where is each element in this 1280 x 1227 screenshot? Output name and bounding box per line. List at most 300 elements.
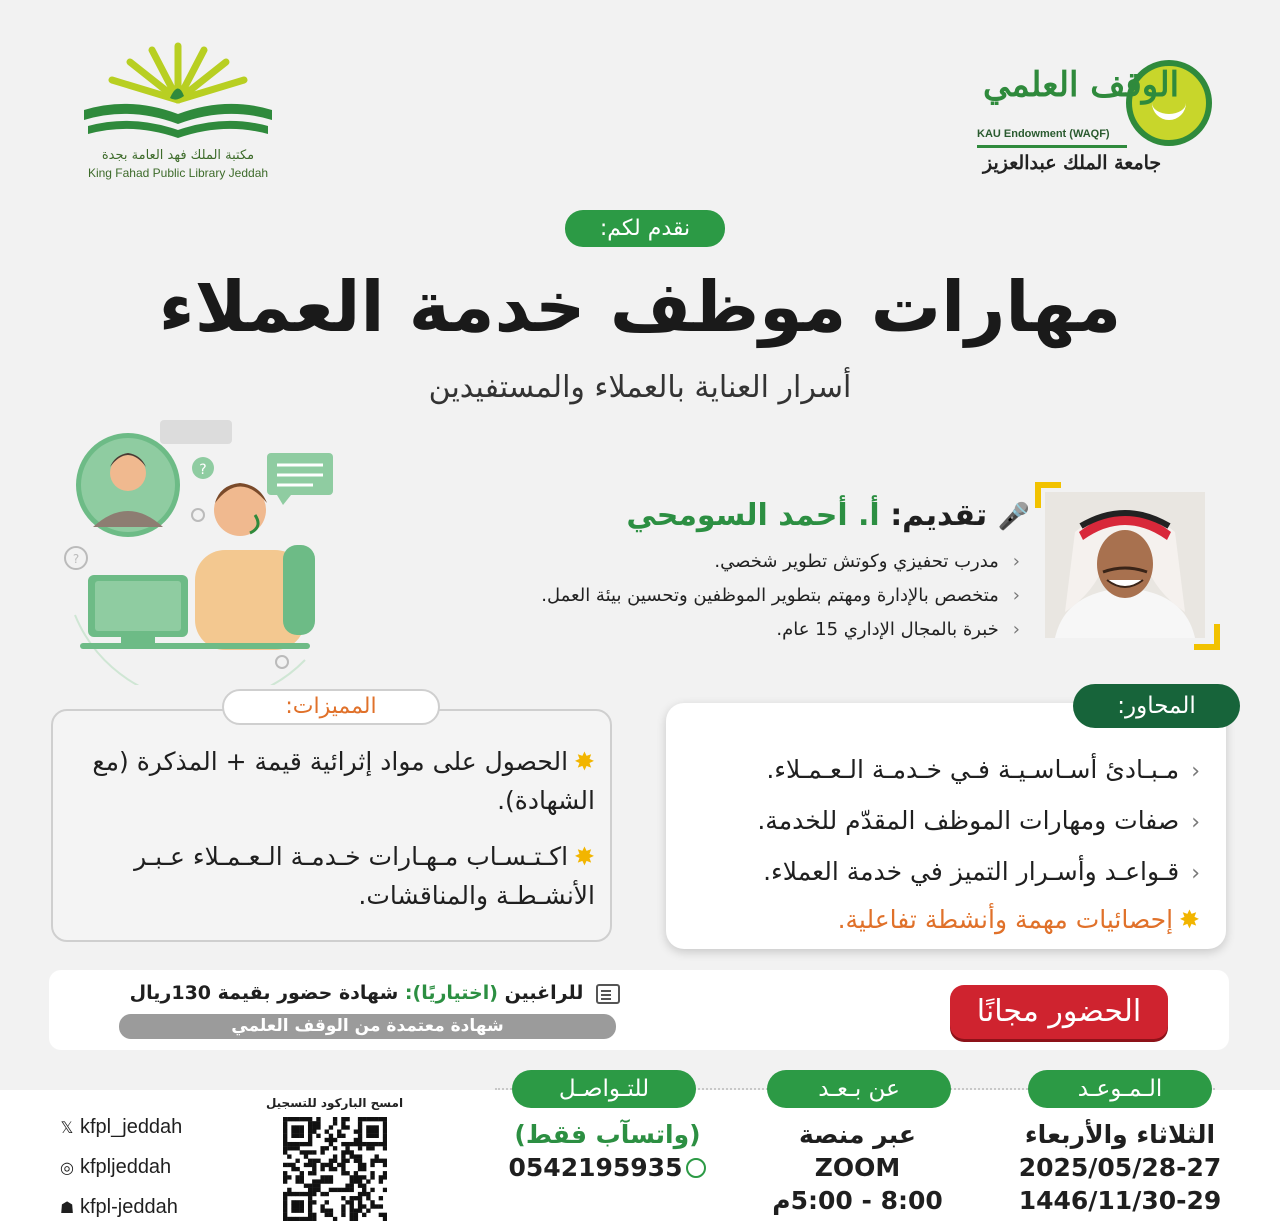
remote-column — [745, 1118, 970, 1217]
qr-module — [370, 1134, 374, 1138]
qr-module — [375, 1204, 379, 1208]
qr-module — [300, 1175, 304, 1179]
qr-module — [291, 1129, 295, 1133]
qr-module — [291, 1146, 295, 1150]
qr-module — [283, 1163, 287, 1167]
qr-module — [320, 1163, 324, 1167]
topics-list — [690, 745, 1200, 942]
qr-module — [295, 1204, 299, 1208]
qr-module — [329, 1179, 333, 1183]
qr-module — [304, 1163, 308, 1167]
qr-module — [354, 1142, 358, 1146]
qr-module — [312, 1121, 316, 1125]
contact-note: (واتسآب فقط) — [514, 1120, 701, 1149]
qr-module — [366, 1196, 370, 1200]
qr-module — [370, 1125, 374, 1129]
qr-module — [283, 1134, 287, 1138]
qr-module — [291, 1134, 295, 1138]
social-x[interactable] — [58, 1108, 258, 1148]
qr-module — [383, 1121, 387, 1125]
qr-module — [291, 1200, 295, 1204]
social-instagram[interactable] — [58, 1148, 258, 1188]
qr-module — [350, 1150, 354, 1154]
qr-module — [300, 1142, 304, 1146]
qr-module — [287, 1217, 291, 1221]
qr-module — [283, 1204, 287, 1208]
qr-module — [287, 1142, 291, 1146]
qr-module — [316, 1125, 320, 1129]
presenter-portrait-icon — [1045, 492, 1205, 638]
qr-module — [370, 1142, 374, 1146]
qr-module — [370, 1117, 374, 1121]
qr-module — [316, 1184, 320, 1188]
qr-module — [337, 1134, 341, 1138]
qr-module — [358, 1142, 362, 1146]
qr-module — [291, 1167, 295, 1171]
qr-module — [362, 1213, 366, 1217]
qr-module — [345, 1184, 349, 1188]
qr-module — [383, 1213, 387, 1217]
qr-module — [383, 1125, 387, 1129]
contact-phone[interactable] — [485, 1151, 730, 1184]
qr-module — [329, 1159, 333, 1163]
qr-module — [350, 1196, 354, 1200]
presenter-name: أ. أحمد السومحي — [626, 498, 880, 533]
qr-module — [354, 1213, 358, 1217]
qr-module — [370, 1146, 374, 1150]
qr-module — [354, 1217, 358, 1221]
presenter-photo — [1045, 492, 1205, 638]
qr-module — [312, 1125, 316, 1129]
bio-item: ‹ خبرة بالمجال الإداري 15 عام. — [460, 613, 1020, 647]
qr-module — [304, 1150, 308, 1154]
qr-module — [358, 1184, 362, 1188]
qr-module — [370, 1171, 374, 1175]
qr-module — [362, 1192, 366, 1196]
registration-qr-code[interactable] — [283, 1117, 387, 1221]
qr-module — [283, 1209, 287, 1213]
certificate-line — [120, 978, 620, 1008]
qr-module — [308, 1138, 312, 1142]
qr-module — [345, 1125, 349, 1129]
qr-module — [325, 1163, 329, 1167]
qr-module — [370, 1200, 374, 1204]
qr-module — [295, 1134, 299, 1138]
social-snapchat-handle[interactable]: kfpl-jeddah — [80, 1196, 178, 1218]
qr-module — [341, 1163, 345, 1167]
bio-item: ‹ متخصص بالإدارة ومهتم بتطوير الموظفين وتحسين بيئة العمل. — [460, 579, 1020, 613]
feature-text: اكـتـسـاب مـهـارات خـدمـة الـعـمـلاء عـبـر الأنشـطـة والمناقشات. — [134, 842, 595, 910]
support-agent-icon — [55, 415, 350, 685]
qr-module — [383, 1171, 387, 1175]
qr-module — [379, 1117, 383, 1121]
topic-highlight-text: إحصائيات مهمة وأنشطة تفاعلية. — [837, 905, 1174, 934]
kfpl-logo-mark — [80, 40, 276, 145]
qr-module — [300, 1200, 304, 1204]
kfpl-name-en: King Fahad Public Library Jeddah — [87, 166, 269, 180]
qr-module — [345, 1117, 349, 1121]
qr-module — [283, 1171, 287, 1175]
qr-module — [283, 1179, 287, 1183]
qr-module — [362, 1184, 366, 1188]
qr-module — [358, 1192, 362, 1196]
qr-module — [320, 1209, 324, 1213]
qr-module — [295, 1217, 299, 1221]
qr-module — [283, 1125, 287, 1129]
qr-module — [308, 1134, 312, 1138]
qr-module — [308, 1192, 312, 1196]
qr-module — [341, 1159, 345, 1163]
qr-module — [316, 1179, 320, 1183]
qr-module — [308, 1121, 312, 1125]
platform-line: عبر منصة — [798, 1120, 917, 1149]
date-column — [985, 1118, 1255, 1217]
event-date-gregorian: 2025/05/28-27 — [1018, 1153, 1222, 1182]
qr-module — [366, 1129, 370, 1133]
qr-module — [366, 1134, 370, 1138]
qr-module — [366, 1117, 370, 1121]
qr-module — [308, 1188, 312, 1192]
qr-module — [312, 1192, 316, 1196]
qr-module — [383, 1217, 387, 1221]
qr-module — [375, 1134, 379, 1138]
qr-module — [329, 1125, 333, 1129]
qr-module — [308, 1117, 312, 1121]
qr-module — [354, 1154, 358, 1158]
qr-module — [358, 1167, 362, 1171]
topic-text: قـواعـد وأسـرار التميز في خدمة العملاء. — [763, 857, 1180, 886]
page-subtitle: أسرار العناية بالعملاء والمستفيدين — [428, 370, 852, 405]
qr-module — [325, 1179, 329, 1183]
instagram-icon: ◎ — [60, 1160, 74, 1177]
qr-module — [287, 1192, 291, 1196]
qr-module — [312, 1179, 316, 1183]
qr-module — [345, 1200, 349, 1204]
cert-prefix: للراغبين — [504, 982, 584, 1004]
qr-module — [358, 1134, 362, 1138]
qr-module — [320, 1192, 324, 1196]
presenter-heading — [560, 492, 1030, 541]
qr-module — [291, 1142, 295, 1146]
qr-module — [316, 1159, 320, 1163]
qr-module — [345, 1188, 349, 1192]
topic-text: مـبـادئ أسـاسـيـة فـي خـدمـة الـعـمـلاء. — [766, 755, 1180, 784]
qr-module — [300, 1217, 304, 1221]
qr-module — [370, 1129, 374, 1133]
qr-module — [308, 1171, 312, 1175]
presenter-photo-frame — [1035, 482, 1220, 650]
page-title: مهارات موظف خدمة العملاء — [158, 266, 1122, 348]
qr-module — [366, 1192, 370, 1196]
qr-module — [383, 1142, 387, 1146]
qr-module — [312, 1129, 316, 1133]
qr-module — [316, 1134, 320, 1138]
kfpl-name-ar: مكتبة الملك فهد العامة بجدة — [101, 148, 255, 163]
qr-module — [366, 1179, 370, 1183]
qr-module — [325, 1209, 329, 1213]
cert-text: شهادة حضور بقيمة 130ريال — [129, 982, 399, 1004]
qr-module — [320, 1150, 324, 1154]
qr-module — [312, 1171, 316, 1175]
qr-module — [312, 1150, 316, 1154]
qr-module — [358, 1163, 362, 1167]
qr-module — [325, 1146, 329, 1150]
qr-module — [358, 1175, 362, 1179]
qr-module — [333, 1159, 337, 1163]
qr-module — [287, 1163, 291, 1167]
qr-module — [283, 1150, 287, 1154]
qr-module — [341, 1117, 345, 1121]
qr-module — [304, 1184, 308, 1188]
qr-module — [350, 1200, 354, 1204]
qr-module — [341, 1125, 345, 1129]
qr-module — [308, 1125, 312, 1129]
qr-module — [383, 1146, 387, 1150]
qr-module — [379, 1159, 383, 1163]
qr-module — [383, 1117, 387, 1121]
qr-module — [362, 1167, 366, 1171]
qr-module — [370, 1188, 374, 1192]
qr-module — [354, 1138, 358, 1142]
qr-module — [358, 1209, 362, 1213]
qr-module — [312, 1167, 316, 1171]
qr-module — [354, 1159, 358, 1163]
qr-module — [350, 1188, 354, 1192]
qr-module — [308, 1163, 312, 1167]
qr-module — [295, 1175, 299, 1179]
qr-module — [341, 1209, 345, 1213]
qr-module — [333, 1167, 337, 1171]
qr-module — [287, 1175, 291, 1179]
qr-module — [383, 1188, 387, 1192]
qr-module — [345, 1150, 349, 1154]
qr-module — [291, 1209, 295, 1213]
qr-module — [362, 1142, 366, 1146]
qr-module — [295, 1192, 299, 1196]
qr-label: امسح الباركود للتسجيل — [265, 1096, 404, 1110]
qr-module — [291, 1163, 295, 1167]
presenter-label: تقديم: — [890, 498, 988, 533]
certificate-icon — [596, 984, 620, 1004]
qr-module — [341, 1188, 345, 1192]
waqf-university: جامعة الملك عبدالعزيز — [983, 152, 1162, 174]
qr-module — [341, 1171, 345, 1175]
qr-module — [283, 1138, 287, 1142]
qr-module — [295, 1129, 299, 1133]
qr-code-icon — [283, 1117, 387, 1221]
qr-module — [325, 1192, 329, 1196]
qr-module — [366, 1142, 370, 1146]
qr-module — [375, 1154, 379, 1158]
qr-module — [375, 1129, 379, 1133]
topic-item — [690, 796, 1200, 847]
qr-module — [308, 1129, 312, 1133]
qr-module — [287, 1188, 291, 1192]
qr-module — [358, 1179, 362, 1183]
star-icon: ✸ — [574, 747, 595, 776]
topics-pill: المحاور: — [1073, 684, 1240, 728]
social-instagram-handle[interactable]: kfpljeddah — [80, 1156, 172, 1178]
snapchat-icon: ☗ — [59, 1200, 75, 1217]
remote-pill: عن بـعـد — [767, 1070, 951, 1108]
qr-module — [341, 1204, 345, 1208]
qr-module — [366, 1125, 370, 1129]
qr-module — [341, 1134, 345, 1138]
waqf-divider — [977, 145, 1127, 148]
qr-module — [383, 1129, 387, 1133]
qr-module — [283, 1213, 287, 1217]
qr-module — [383, 1159, 387, 1163]
svg-text:?: ? — [199, 462, 207, 478]
qr-module — [329, 1142, 333, 1146]
qr-module — [291, 1192, 295, 1196]
qr-module — [295, 1167, 299, 1171]
qr-module — [304, 1117, 308, 1121]
qr-module — [308, 1196, 312, 1200]
qr-module — [283, 1175, 287, 1179]
qr-module — [383, 1138, 387, 1142]
qr-module — [325, 1129, 329, 1133]
qr-module — [291, 1204, 295, 1208]
bio-item: ‹ مدرب تحفيزي وكوتش تطوير شخصي. — [460, 545, 1020, 579]
qr-module — [316, 1188, 320, 1192]
qr-module — [375, 1142, 379, 1146]
qr-module — [320, 1204, 324, 1208]
present-pill: نقدم لكم: — [565, 210, 725, 247]
qr-module — [312, 1188, 316, 1192]
features-list — [75, 742, 595, 932]
qr-module — [312, 1184, 316, 1188]
qr-module — [379, 1142, 383, 1146]
qr-module — [300, 1134, 304, 1138]
star-icon: ✸ — [1179, 905, 1200, 934]
qr-module — [316, 1121, 320, 1125]
qr-module — [308, 1217, 312, 1221]
qr-module — [283, 1129, 287, 1133]
qr-module — [333, 1146, 337, 1150]
qr-module — [320, 1167, 324, 1171]
qr-module — [379, 1179, 383, 1183]
qr-module — [312, 1163, 316, 1167]
waqf-title: الوقف العلمي — [983, 65, 1180, 105]
qr-module — [337, 1188, 341, 1192]
qr-module — [354, 1196, 358, 1200]
qr-module — [308, 1209, 312, 1213]
qr-module — [354, 1209, 358, 1213]
qr-module — [354, 1175, 358, 1179]
qr-module — [341, 1142, 345, 1146]
qr-module — [362, 1204, 366, 1208]
qr-module — [370, 1204, 374, 1208]
qr-module — [379, 1175, 383, 1179]
qr-module — [341, 1196, 345, 1200]
qr-module — [300, 1125, 304, 1129]
qr-module — [350, 1154, 354, 1158]
qr-module — [325, 1175, 329, 1179]
qr-module — [325, 1200, 329, 1204]
qr-module — [300, 1204, 304, 1208]
qr-module — [358, 1138, 362, 1142]
star-icon: ✸ — [574, 842, 595, 871]
certificate-badge: شهادة معتمدة من الوقف العلمي — [119, 1014, 616, 1039]
qr-module — [341, 1150, 345, 1154]
qr-module — [345, 1171, 349, 1175]
qr-module — [329, 1175, 333, 1179]
qr-module — [329, 1188, 333, 1192]
qr-module — [354, 1179, 358, 1183]
qr-module — [283, 1200, 287, 1204]
qr-module — [295, 1179, 299, 1183]
qr-module — [345, 1159, 349, 1163]
qr-module — [283, 1196, 287, 1200]
qr-module — [291, 1117, 295, 1121]
phone-number[interactable]: 0542195935 — [508, 1153, 683, 1182]
qr-module — [325, 1213, 329, 1217]
qr-module — [375, 1117, 379, 1121]
qr-module — [333, 1117, 337, 1121]
qr-module — [300, 1129, 304, 1133]
qr-module — [291, 1217, 295, 1221]
qr-module — [333, 1121, 337, 1125]
qr-module — [379, 1213, 383, 1217]
qr-module — [329, 1167, 333, 1171]
qr-module — [383, 1134, 387, 1138]
feature-text: الحصول على مواد إثرائية قيمة + المذكرة (مع الشهادة). — [92, 747, 595, 815]
social-x-handle[interactable]: kfpl_jeddah — [80, 1116, 183, 1138]
qr-module — [308, 1184, 312, 1188]
x-icon: 𝕏 — [60, 1120, 74, 1137]
qr-module — [358, 1125, 362, 1129]
qr-module — [333, 1217, 337, 1221]
qr-module — [350, 1217, 354, 1221]
qr-module — [350, 1179, 354, 1183]
qr-module — [308, 1159, 312, 1163]
qr-module — [341, 1167, 345, 1171]
feature-item — [75, 742, 595, 820]
qr-module — [345, 1146, 349, 1150]
qr-module — [283, 1142, 287, 1146]
contact-pill: للتـواصـل — [512, 1070, 696, 1108]
qr-module — [283, 1146, 287, 1150]
qr-module — [333, 1188, 337, 1192]
qr-module — [350, 1184, 354, 1188]
qr-module — [362, 1163, 366, 1167]
free-attendance-badge: الحضور مجانًا — [950, 985, 1168, 1039]
qr-module — [295, 1209, 299, 1213]
qr-module — [358, 1159, 362, 1163]
qr-module — [295, 1117, 299, 1121]
feature-item — [75, 837, 595, 915]
qr-module — [358, 1196, 362, 1200]
qr-module — [295, 1125, 299, 1129]
svg-text:?: ? — [72, 552, 80, 566]
chevron-icon: ‹ — [1191, 810, 1200, 835]
social-snapchat[interactable] — [58, 1188, 258, 1227]
qr-module — [383, 1175, 387, 1179]
qr-module — [312, 1217, 316, 1221]
qr-module — [358, 1117, 362, 1121]
event-time: 8:00 - 5:00م — [772, 1186, 943, 1215]
qr-module — [283, 1192, 287, 1196]
waqf-logo — [975, 55, 1215, 185]
qr-module — [287, 1117, 291, 1121]
qr-module — [379, 1196, 383, 1200]
topic-highlight — [690, 898, 1200, 942]
features-pill: المميزات: — [222, 689, 440, 725]
qr-module — [358, 1129, 362, 1133]
event-date-hijri: 1446/11/30-29 — [1018, 1186, 1222, 1215]
qr-module — [291, 1125, 295, 1129]
